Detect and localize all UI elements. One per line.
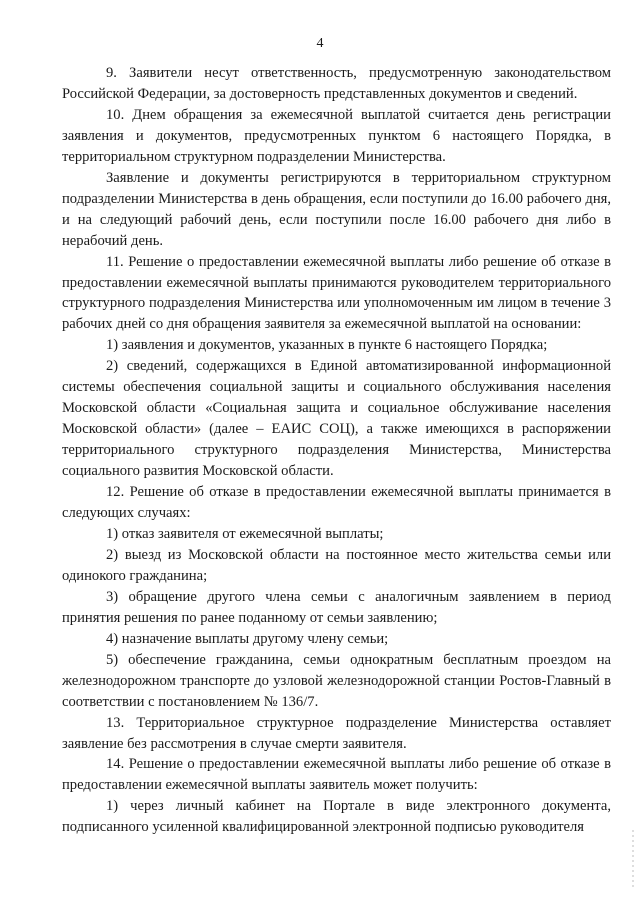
paragraph-12-item-5: 5) обеспечение гражданина, семьи однократным бесплатным проездом на железнодорожном транспорте до узловой железнодорожной станции Ростов-Главный в соответствии с постановлением № 136/7. <box>62 651 611 710</box>
paragraph-12: 12. Решение об отказе в предоставлении ежемесячной выплаты принимается в следующих случаях: <box>62 484 611 522</box>
paragraph-9: 9. Заявители несут ответственность, предусмотренную законодательством Российской Федерации, за достоверность представленных документов и сведений. <box>62 65 611 102</box>
paragraph-11-item-1: 1) заявления и документов, указанных в пункте 6 настоящего Порядка; <box>106 337 548 354</box>
paragraph-12-item-2: 2) выезд из Московской области на постоянное место жительства семьи или одинокого гражданина; <box>62 546 611 584</box>
paragraph-10-registration: Заявление и документы регистрируются в территориальном структурном подразделении Министерства в день обращения, если поступили до 16.00 рабочего дня, и на следующий рабочий день, если поступили после 16.00 рабочего дня либо в нерабочий день. <box>62 169 611 249</box>
document-body <box>62 63 611 838</box>
paragraph-11-item-2: 2) сведений, содержащихся в Единой автоматизированной информационной системы обеспечения социальной защиты и социального обслуживания населения Московской области «Социальная защита и социальное обслуживание населения Московской области» (далее – ЕАИС СОЦ), а также имеющихся в распоряжении территориального структурного подразделения Министерства, Министерства социального развития Московской области. <box>62 358 611 480</box>
scan-edge-mark <box>632 830 634 890</box>
paragraph-11: 11. Решение о предоставлении ежемесячной выплаты либо решение об отказе в предоставлении ежемесячной выплаты принимаются руководителем территориального структурного подразделения Министерства или уполномоченным им лицом в течение 3 рабочих дней со дня обращения заявителя за ежемесячной выплатой на основании: <box>62 253 611 333</box>
paragraph-10: 10. Днем обращения за ежемесячной выплатой считается день регистрации заявления и документов, предусмотренных пунктом 6 настоящего Порядка, в территориальном структурном подразделении Министерства. <box>62 106 611 165</box>
paragraph-12-item-3: 3) обращение другого члена семьи с аналогичным заявлением в период принятия решения по ранее поданному от семьи заявлению; <box>62 588 611 626</box>
page-number: 4 <box>316 36 324 51</box>
paragraph-12-item-1: 1) отказ заявителя от ежемесячной выплаты; <box>106 525 384 542</box>
paragraph-14-item-1: 1) через личный кабинет на Портале в виде электронного документа, подписанного усиленной квалифицированной электронной подписью руководителя <box>62 798 611 836</box>
paragraph-13: 13. Территориальное структурное подразделение Министерства оставляет заявление без рассмотрения в случае смерти заявителя. <box>62 714 611 752</box>
paragraph-14: 14. Решение о предоставлении ежемесячной выплаты либо решение об отказе в предоставлении ежемесячной выплаты заявитель может получить: <box>62 756 611 794</box>
paragraph-12-item-4: 4) назначение выплаты другому члену семьи; <box>106 630 389 647</box>
